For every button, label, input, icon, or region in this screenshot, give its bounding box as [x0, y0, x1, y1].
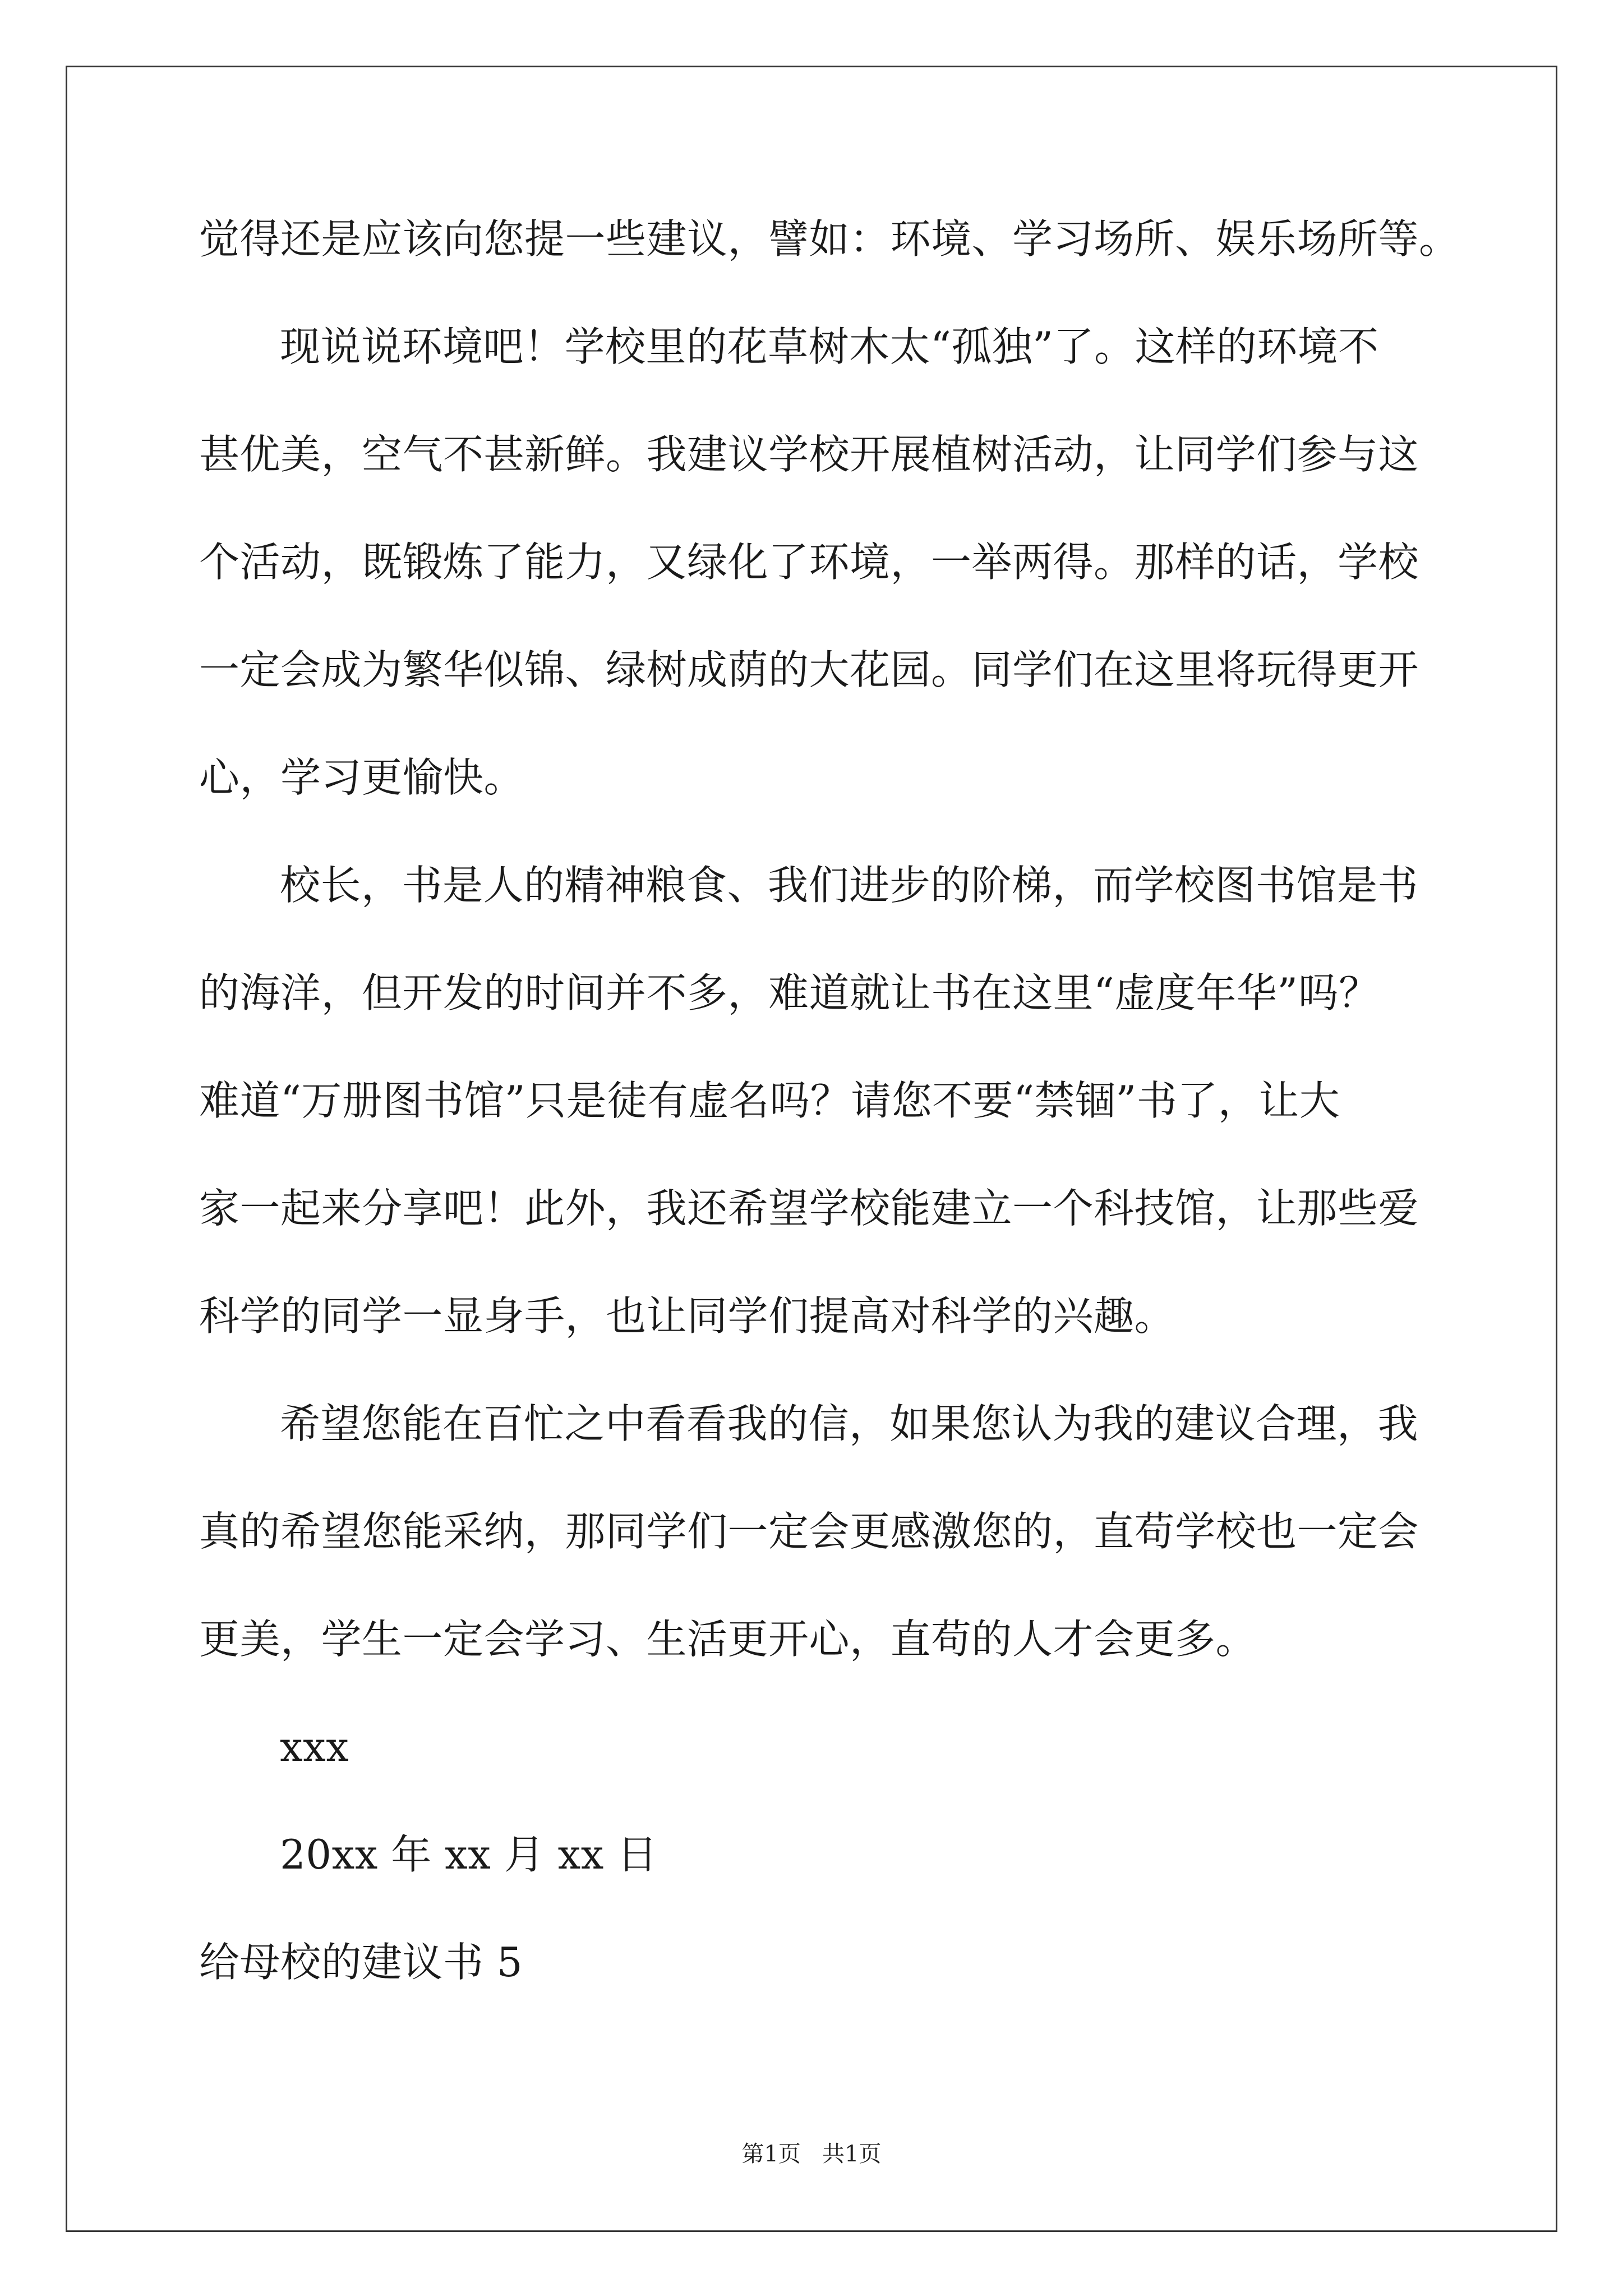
page-frame	[66, 66, 1557, 2232]
text-line: 心，学习更愉快。	[199, 754, 525, 801]
text-line: 的海洋，但开发的时间并不多，难道就让书在这里“虚度年华”吗？	[199, 969, 1380, 1016]
text-line: 更美，学生一定会学习、生活更开心，直苟的人才会更多。	[199, 1616, 1257, 1663]
signature-name: xxx	[280, 1723, 349, 1770]
paragraph-first-line: 现说说环境吧！学校里的花草树木太“孤独”了。这样的环境不	[280, 323, 1379, 370]
signature-date: 20xx 年 xx 月 xx 日	[280, 1831, 658, 1878]
paragraph-first-line: 校长，书是人的精神粮食、我们进步的阶梯，而学校图书馆是书	[280, 862, 1419, 909]
text-line: 觉得还是应该向您提一些建议，譬如：环境、学习场所、娱乐场所等。	[199, 215, 1460, 263]
section-heading: 给母校的建议书 5	[199, 1939, 523, 1986]
text-line: 家一起来分享吧！此外，我还希望学校能建立一个科技馆，让那些爱	[199, 1185, 1419, 1232]
text-line: 个活动，既锻炼了能力，又绿化了环境，一举两得。那样的话，学校	[199, 539, 1419, 586]
paragraph-first-line: 希望您能在百忙之中看看我的信，如果您认为我的建议合理，我	[280, 1400, 1419, 1447]
page-footer: 第1页 共1页	[741, 2141, 882, 2167]
text-line: 真的希望您能采纳，那同学们一定会更感激您的，直苟学校也一定会	[199, 1508, 1419, 1555]
text-line: 甚优美，空气不甚新鲜。我建议学校开展植树活动，让同学们参与这	[199, 431, 1419, 478]
text-line: 难道“万册图书馆”只是徒有虚名吗？请您不要“禁锢”书了，让大	[199, 1077, 1340, 1124]
text-line: 科学的同学一显身手，也让同学们提高对科学的兴趣。	[199, 1292, 1175, 1340]
text-line: 一定会成为繁华似锦、绿树成荫的大花园。同学们在这里将玩得更开	[199, 646, 1419, 693]
